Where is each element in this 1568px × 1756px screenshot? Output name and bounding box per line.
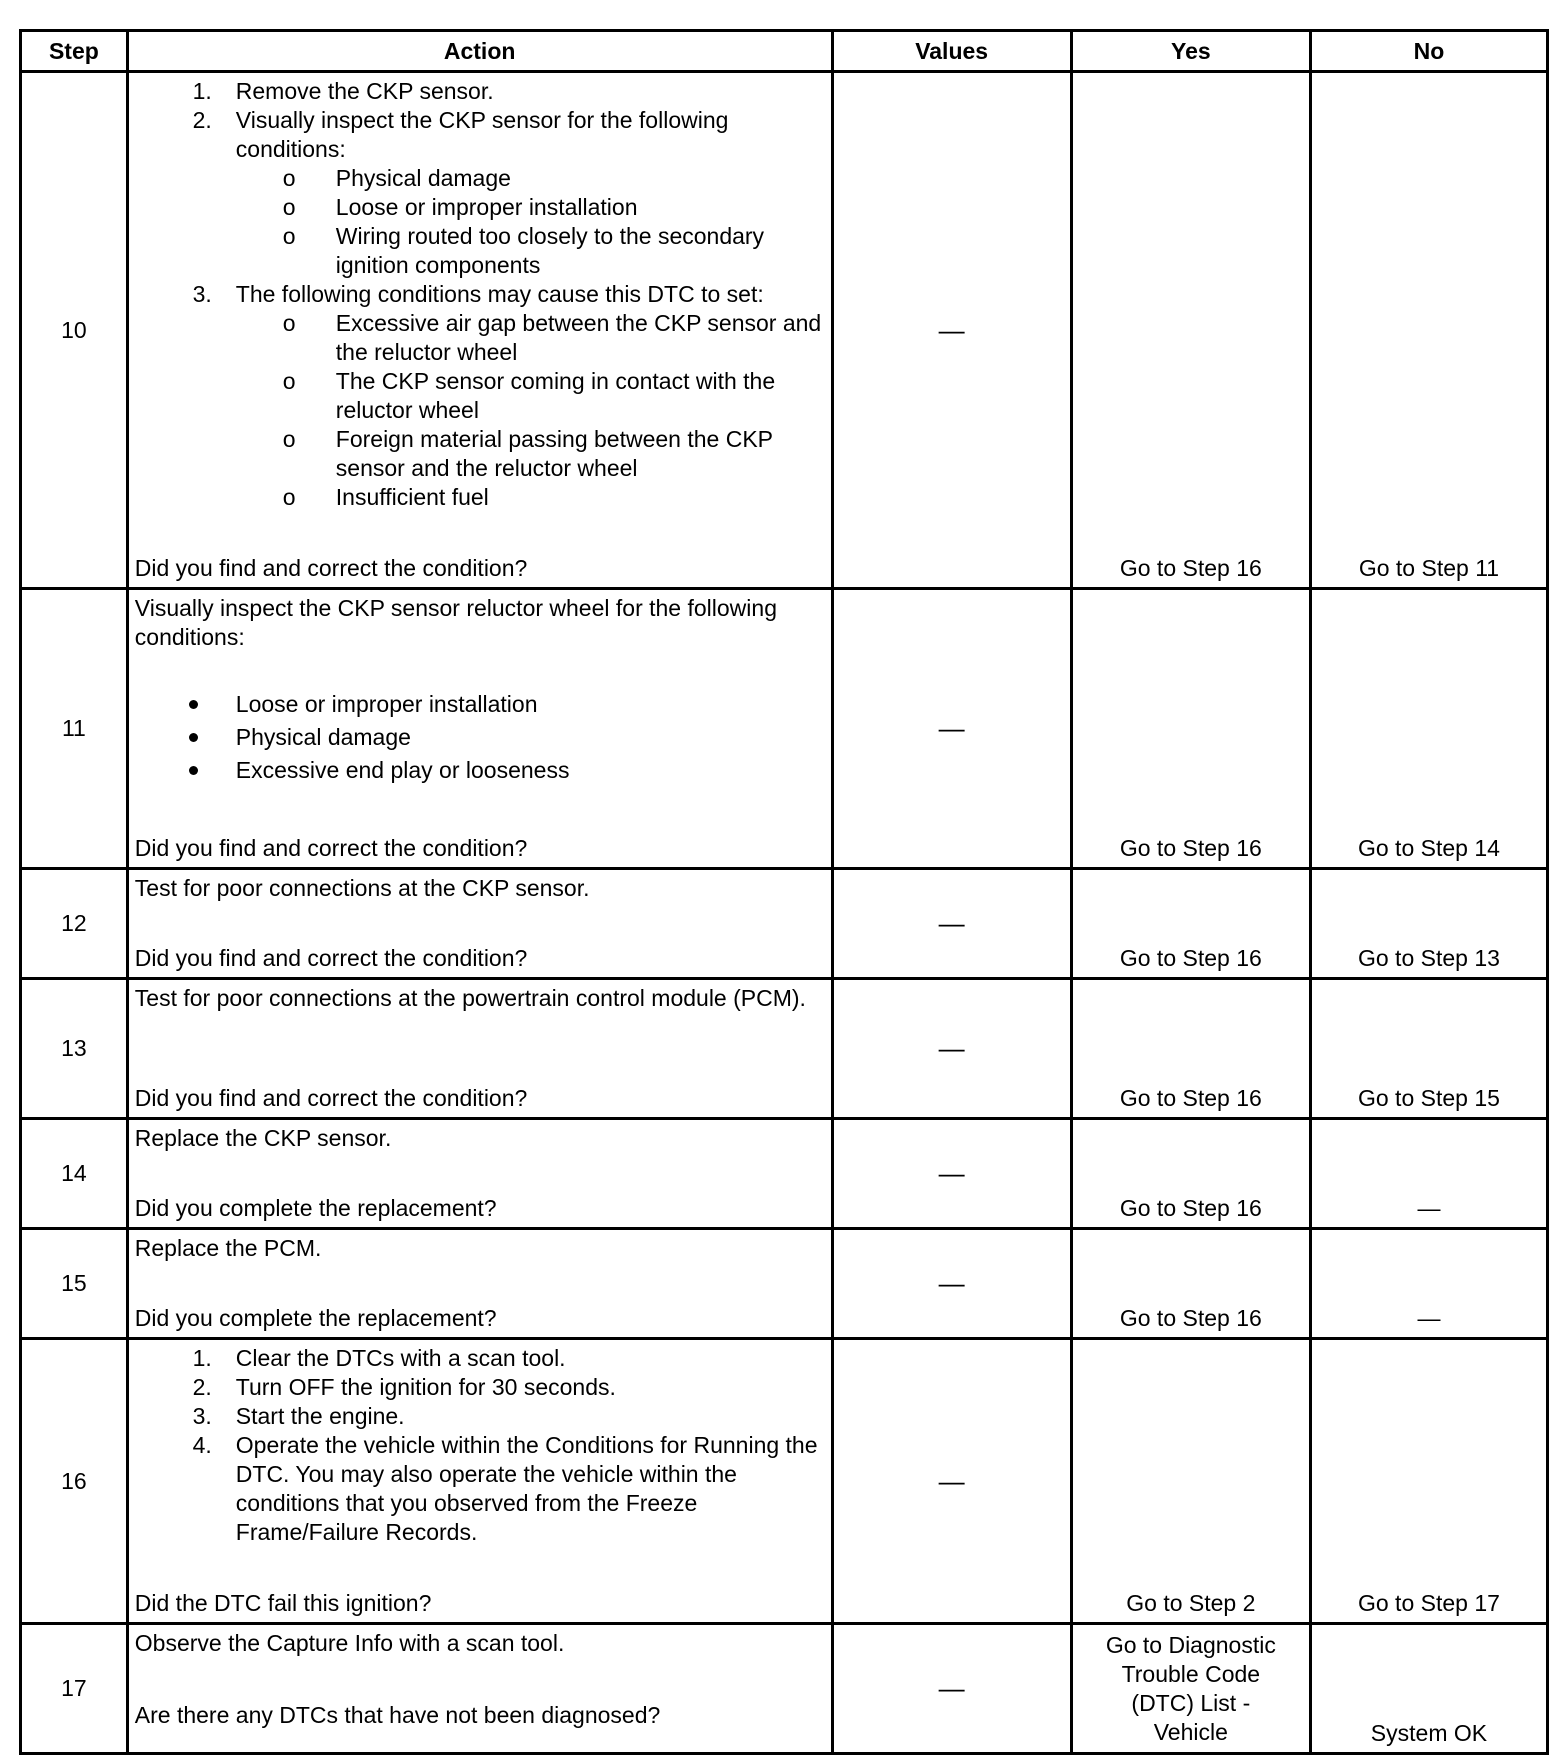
sub-condition: o Loose or improper installation [282,194,638,220]
action-step: 2. Turn OFF the ignition for 30 seconds. [192,1374,616,1400]
yes-cell [1071,1119,1310,1229]
bullet-icon [189,766,198,775]
yes-outcome: Go to Diagnostic Trouble Code (DTC) List - Vehicle [1105,1631,1276,1745]
condition-item: Excessive end play or looseness [135,754,825,787]
action-step: 3. Start the engine. [192,1403,405,1429]
sub-condition: o Physical damage [282,165,511,191]
yes-outcome: Go to Step 16 [1119,1305,1262,1331]
table-row [21,1339,1548,1624]
yes-cell [1071,1339,1310,1624]
sub-conditions [236,164,825,280]
table-row [21,1119,1548,1229]
no-cell [1310,869,1547,979]
action-question: Did you complete the replacement? [134,1195,497,1221]
condition-list [135,688,825,787]
step-number: 14 [21,1119,128,1229]
no-outcome: Go to Step 15 [1357,1085,1500,1111]
action-intro: Test for poor connections at the CKP sensor. [134,875,590,901]
no-outcome: Go to Step 17 [1357,1590,1500,1616]
step-number: 10 [21,72,128,589]
header-action: Action [127,31,832,72]
action-intro: Replace the CKP sensor. [134,1125,392,1151]
action-question: Did you find and correct the condition? [134,1085,528,1111]
bullet-icon [189,700,198,709]
yes-cell [1071,72,1310,589]
yes-outcome: Go to Step 2 [1126,1590,1256,1616]
values-cell: — [832,1339,1071,1624]
action-cell [127,1229,832,1339]
no-cell [1310,1624,1547,1754]
no-cell [1310,1339,1547,1624]
action-steps [135,1344,825,1547]
no-outcome: Go to Step 11 [1358,555,1500,581]
action-cell [127,979,832,1119]
action-step: 2. Visually inspect the CKP sensor for the following conditions: o Physical damage o Loose or improper installation o Wiring routed too closely to the secondary ignition components [135,106,825,280]
header-step: Step [21,31,128,72]
step-number: 11 [21,589,128,869]
action-cell [127,589,832,869]
sub-condition: o Foreign material passing between the CKP sensor and the reluctor wheel [282,426,773,481]
values-cell: — [832,72,1071,589]
table-row [21,979,1548,1119]
header-values: Values [832,31,1071,72]
action-step: 1. Clear the DTCs with a scan tool. [192,1345,566,1371]
header-yes: Yes [1071,31,1310,72]
action-intro: Observe the Capture Info with a scan tool. [134,1630,565,1656]
values-cell: — [832,979,1071,1119]
values-cell: — [832,1119,1071,1229]
action-intro: Test for poor connections at the powertrain control module (PCM). [134,985,806,1011]
action-cell [127,1624,832,1754]
action-question: Did you complete the replacement? [134,1305,497,1331]
step-number: 16 [21,1339,128,1624]
no-cell [1310,72,1547,589]
no-outcome: — [1417,1305,1441,1331]
sub-condition: o Insufficient fuel [282,484,489,510]
yes-cell [1071,1624,1310,1754]
no-outcome: — [1417,1195,1441,1221]
yes-cell [1071,589,1310,869]
action-question: Did you find and correct the condition? [134,555,528,581]
table-row [21,72,1548,589]
values-cell: — [832,1624,1071,1754]
table-row [21,869,1548,979]
step-number: 13 [21,979,128,1119]
values-cell: — [832,1229,1071,1339]
step-number: 17 [21,1624,128,1754]
action-steps [135,77,825,512]
no-outcome: Go to Step 14 [1357,835,1500,861]
action-question: Did you find and correct the condition? [134,945,528,971]
action-question: Did the DTC fail this ignition? [134,1590,432,1616]
header-no: No [1310,31,1547,72]
yes-outcome: Go to Step 16 [1119,555,1262,581]
bullet-icon [189,733,198,742]
action-step: 3. The following conditions may cause this DTC to set: o Excessive air gap between the CKP sensor and the reluctor wheel o The CKP sensor coming in contact with the reluctor wheel o Foreign material passing between the CKP sensor and the reluctor wheel o Insufficient fuel [135,280,825,512]
step-number: 12 [21,869,128,979]
values-cell: — [832,589,1071,869]
sub-conditions [236,309,825,512]
yes-outcome: Go to Step 16 [1119,945,1262,971]
action-intro: Visually inspect the CKP sensor reluctor wheel for the following conditions: [134,595,777,650]
table-row [21,1624,1548,1754]
no-cell [1310,1119,1547,1229]
action-question: Did you find and correct the condition? [134,835,528,861]
diagnostic-table [19,29,1549,1755]
values-cell: — [832,869,1071,979]
sub-condition: o Wiring routed too closely to the secondary ignition components [282,223,765,278]
action-step: 4. Operate the vehicle within the Conditions for Running the DTC. You may also operate the vehicle within the conditions that you observed from the Freeze Frame/Failure Records. [192,1432,818,1545]
action-question: Are there any DTCs that have not been diagnosed? [134,1702,661,1728]
sub-condition: o Excessive air gap between the CKP sensor and the reluctor wheel [282,310,822,365]
no-cell [1310,1229,1547,1339]
step-number: 15 [21,1229,128,1339]
yes-cell [1071,979,1310,1119]
sub-condition: o The CKP sensor coming in contact with the reluctor wheel [282,368,776,423]
yes-outcome: Go to Step 16 [1119,835,1262,861]
action-cell [127,72,832,589]
condition-item: Physical damage [135,721,825,754]
action-cell [127,869,832,979]
action-cell [127,1119,832,1229]
no-cell [1310,589,1547,869]
table-row [21,589,1548,869]
header-row [21,31,1548,72]
yes-cell [1071,1229,1310,1339]
no-cell [1310,979,1547,1119]
no-outcome: Go to Step 13 [1357,945,1500,971]
diagnostic-table-page [19,29,1549,1755]
yes-outcome: Go to Step 16 [1119,1195,1262,1221]
no-outcome: System OK [1370,1720,1488,1746]
action-intro: Replace the PCM. [134,1235,322,1261]
action-step: 1. Remove the CKP sensor. [192,78,494,104]
condition-item: Loose or improper installation [135,688,825,721]
action-cell [127,1339,832,1624]
table-row [21,1229,1548,1339]
yes-cell [1071,869,1310,979]
yes-outcome: Go to Step 16 [1119,1085,1262,1111]
